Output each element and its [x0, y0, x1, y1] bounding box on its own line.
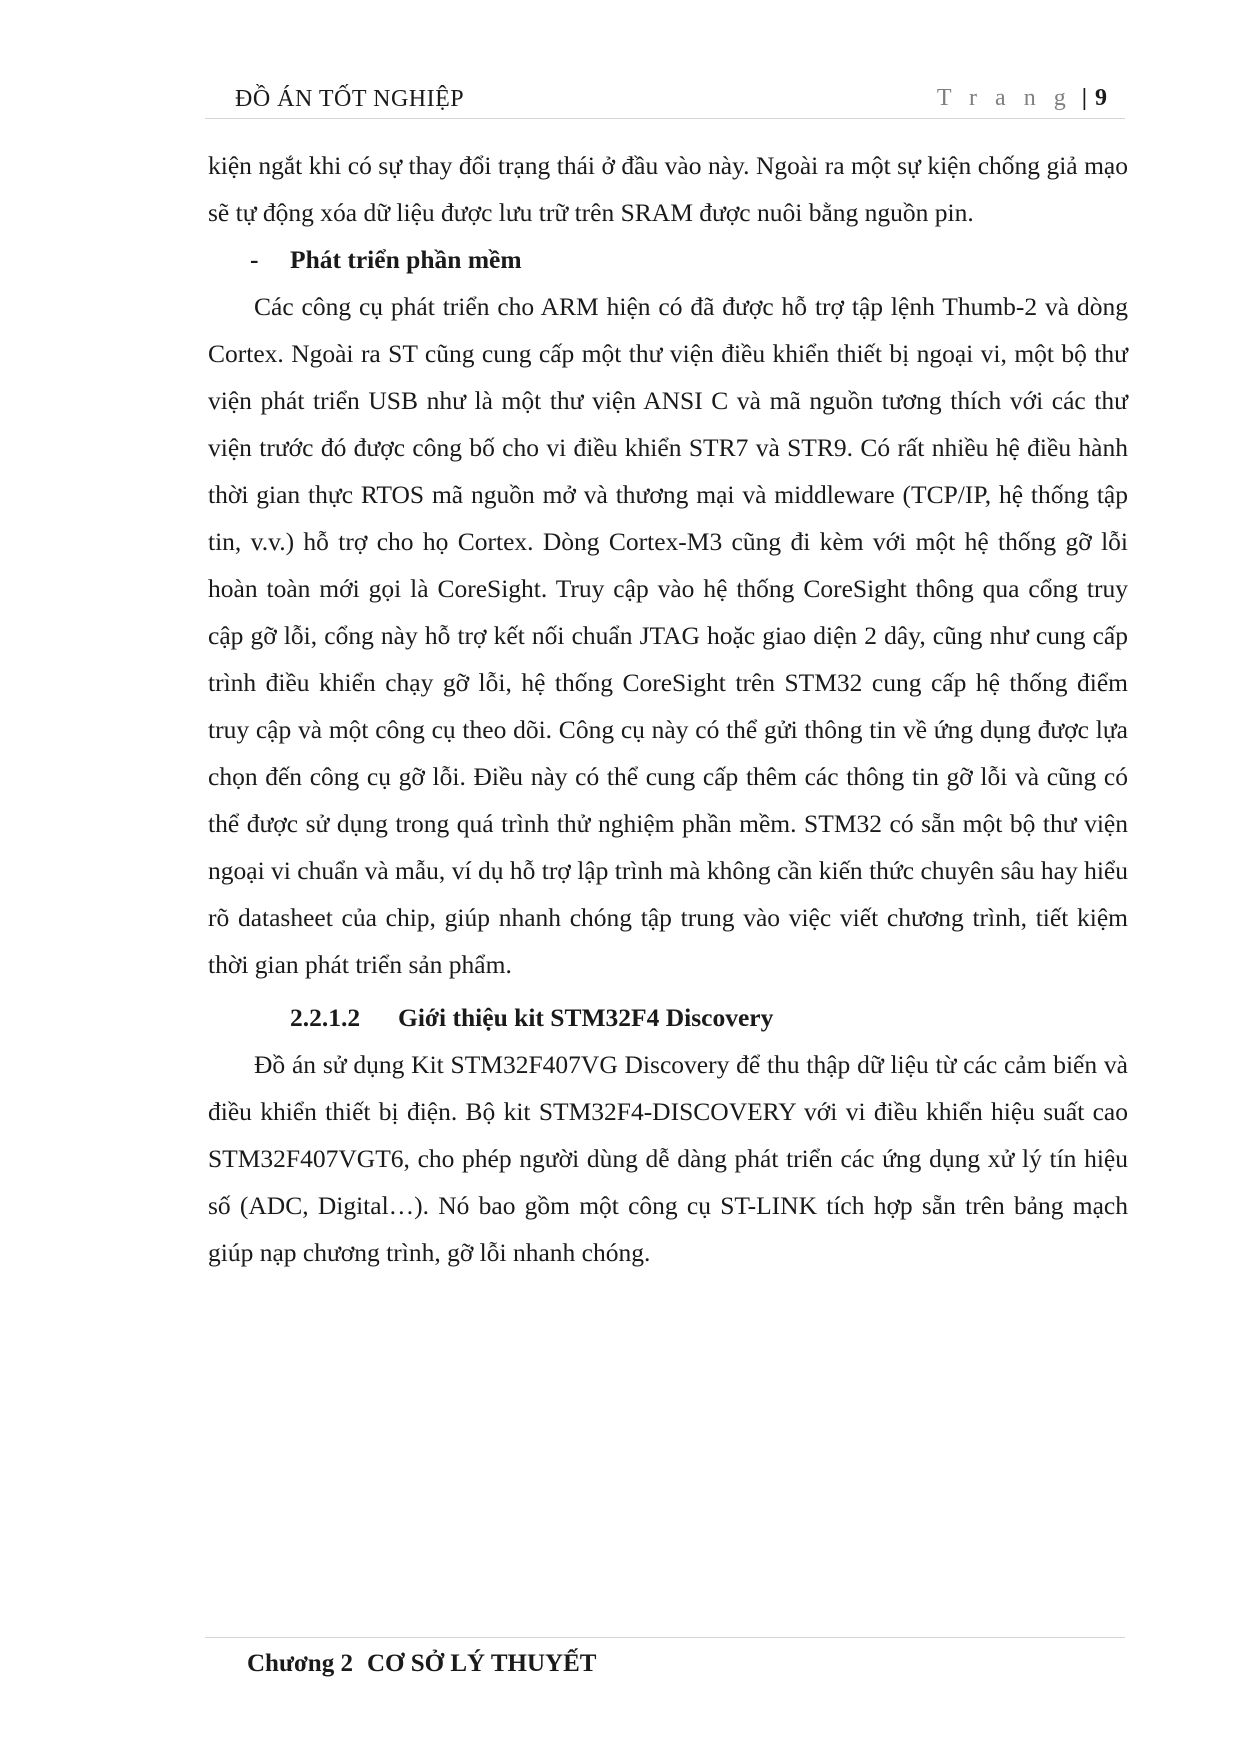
page-header — [205, 78, 1125, 119]
header-title: ĐỒ ÁN TỐT NGHIỆP — [235, 86, 465, 112]
page-footer — [205, 1637, 1125, 1698]
kit-paragraph: Đồ án sử dụng Kit STM32F407VG Discovery để thu thập dữ liệu từ các cảm biến và điều khiển thiết bị điện. Bộ kit STM32F4-DISCOVERY với vi điều khiển hiệu suất cao STM32F407VGT6, cho phép người dùng dễ dàng phát triển các ứng dụng xử lý tín hiệu số (ADC, Digital…). Nó bao gồm một công cụ ST-LINK tích hợp sẵn trên bảng mạch giúp nạp chương trình, gỡ lỗi nhanh chóng. — [208, 1050, 1128, 1267]
continued-paragraph: kiện ngắt khi có sự thay đổi trạng thái ở đầu vào này. Ngoài ra một sự kiện chống giả mạo sẽ tự động xóa dữ liệu được lưu trữ trên SRAM được nuôi bằng nguồn pin. — [208, 151, 1128, 227]
software-paragraph: Các công cụ phát triển cho ARM hiện có đã được hỗ trợ tập lệnh Thumb-2 và dòng Cortex. Ngoài ra ST cũng cung cấp một thư viện điều khiển thiết bị ngoại vi, một bộ thư viện phát triển USB như là một thư viện ANSI C và mã nguồn tương thích với các thư viện trước đó được công bố cho vi điều khiển STR7 và STR9. Có rất nhiều hệ điều hành thời gian thực RTOS mã nguồn mở và thương mại và middleware (TCP/IP, hệ thống tập tin, v.v.) hỗ trợ cho họ Cortex. Dòng Cortex-M3 cũng đi kèm với một hệ thống gỡ lỗi hoàn toàn mới gọi là CoreSight. Truy cập vào hệ thống CoreSight thông qua cổng truy cập gỡ lỗi, cổng này hỗ trợ kết nối chuẩn JTAG hoặc giao diện 2 dây, cũng như cung cấp trình điều khiển chạy gỡ lỗi, hệ thống CoreSight trên STM32 cung cấp hệ thống điểm truy cập và một công cụ theo dõi. Công cụ này có thể gửi thông tin về ứng dụng được lựa chọn đến công cụ gỡ lỗi. Điều này có thể cung cấp thêm các thông tin gỡ lỗi và cũng có thể được sử dụng trong quá trình thử nghiệm phần mềm. STM32 có sẵn một bộ thư viện ngoại vi chuẩn và mẫu, ví dụ hỗ trợ lập trình mà không cần kiến thức chuyên sâu hay hiểu rõ datasheet của chip, giúp nhanh chóng tập trung vào việc viết chương trình, tiết kiệm thời gian phát triển sản phẩm. — [208, 292, 1128, 979]
section-number: 2.2.1.2 — [290, 1003, 361, 1032]
header-page-indicator — [937, 85, 1107, 112]
chapter-title: CƠ SỞ LÝ THUYẾT — [366, 1650, 597, 1677]
section-title: Giới thiệu kit STM32F4 Discovery — [398, 1003, 774, 1032]
bullet-heading-text: Phát triển phần mềm — [290, 245, 522, 274]
page-separator: | — [1081, 85, 1087, 111]
bullet-heading — [208, 236, 1128, 283]
section-heading — [208, 994, 1128, 1041]
page-number: 9 — [1095, 85, 1107, 111]
bullet-dash: - — [250, 245, 259, 274]
footer-chapter — [247, 1650, 596, 1678]
page-body — [208, 142, 1128, 1276]
chapter-label: Chương 2 — [247, 1650, 353, 1677]
page-label: T r a n g — [936, 85, 1072, 111]
